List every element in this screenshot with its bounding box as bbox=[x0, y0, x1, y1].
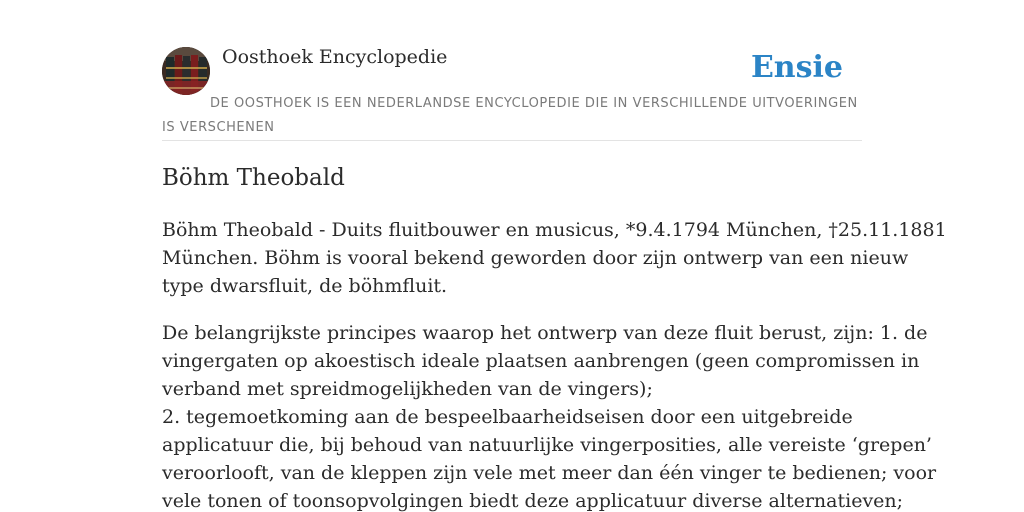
site-name[interactable]: Oosthoek Encyclopedie bbox=[222, 46, 448, 68]
article-title: Böhm Theobald bbox=[162, 165, 345, 191]
paragraph-line: München. Böhm is vooral bekend geworden door zijn ontwerp van een nieuw bbox=[162, 247, 909, 269]
article-paragraph-1 bbox=[162, 216, 947, 300]
paragraph-line: veroorlooft, van de kleppen zijn vele met meer dan één vinger te bedienen; voor bbox=[162, 462, 937, 484]
paragraph-line: vele tonen of toonsopvolgingen biedt deze applicatuur diverse alternatieven; bbox=[162, 490, 904, 512]
site-header bbox=[162, 40, 862, 141]
paragraph-line: De belangrijkste principes waarop het ontwerp van deze fluit berust, zijn: 1. de bbox=[162, 322, 928, 344]
paragraph-line: applicatuur die, bij behoud van natuurlijke vingerposities, alle vereiste ‘grepen’ bbox=[162, 434, 932, 456]
paragraph-line: type dwarsfluit, de böhmfluit. bbox=[162, 275, 448, 297]
book-spines-icon bbox=[162, 47, 210, 95]
brand-logo-text[interactable]: Ensie bbox=[750, 50, 843, 85]
paragraph-line: verband met spreidmogelijkheden van de vingers); bbox=[162, 378, 653, 400]
paragraph-line: 2. tegemoetkoming aan de bespeelbaarheidseisen door een uitgebreide bbox=[162, 406, 853, 428]
book-spines-avatar[interactable] bbox=[162, 47, 210, 95]
site-tagline: DE OOSTHOEK IS EEN NEDERLANDSE ENCYCLOPEDIE DIE IN VERSCHILLENDE UITVOERINGEN IS VERSCHENEN bbox=[162, 96, 858, 135]
paragraph-line: vingergaten op akoestisch ideale plaatsen aanbrengen (geen compromissen in bbox=[162, 350, 920, 372]
paragraph-line: Böhm Theobald - Duits fluitbouwer en musicus, *9.4.1794 München, †25.11.1881 bbox=[162, 219, 947, 241]
article-paragraph-2 bbox=[162, 319, 937, 512]
